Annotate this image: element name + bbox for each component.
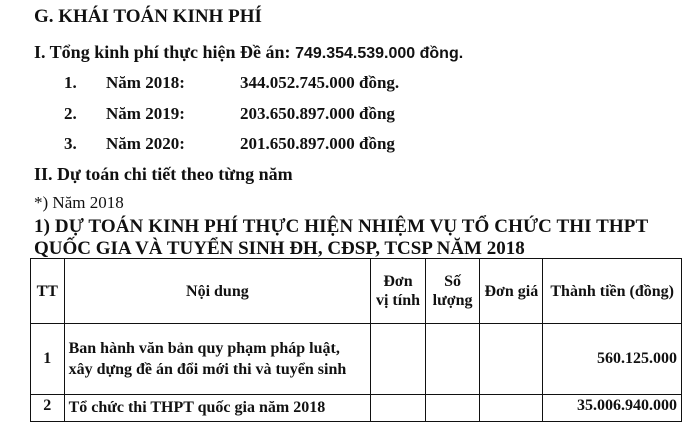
- cell-noi-dung: Tổ chức thi THPT quốc gia năm 2018: [64, 395, 371, 422]
- cell-thanh-tien: 560.125.000: [543, 324, 682, 395]
- table-title-line-1: 1) DỰ TOÁN KINH PHÍ THỰC HIỆN NHIỆM VỤ TỔ CHỨC THI THPT: [34, 216, 649, 237]
- budget-table: [30, 258, 682, 422]
- year-marker: *) Năm 2018: [34, 193, 124, 212]
- year-item-label: Năm 2020:: [106, 134, 185, 153]
- cell-thanh-tien: 35.006.940.000: [543, 395, 682, 422]
- table-header-row: [31, 259, 682, 324]
- cell-tt: 1: [31, 324, 65, 395]
- header-noi-dung: Nội dung: [64, 259, 371, 324]
- cell-so-luong: [425, 395, 480, 422]
- cell-tt: 2: [31, 395, 65, 422]
- total-budget-amount: 749.354.539.000 đồng.: [295, 45, 464, 62]
- header-thanh-tien: Thành tiền (đồng): [543, 259, 682, 324]
- year-item-value: 203.650.897.000 đồng: [240, 104, 395, 123]
- header-don-gia: Đơn giá: [480, 259, 543, 324]
- year-budget-item: [64, 134, 564, 156]
- table-row: [31, 395, 682, 422]
- table-title-line-2: QUỐC GIA VÀ TUYỂN SINH ĐH, CĐSP, TCSP NĂM 2018: [34, 238, 525, 259]
- cell-don-vi: [371, 324, 426, 395]
- year-item-label: Năm 2018:: [106, 73, 185, 92]
- cell-don-gia: [480, 324, 543, 395]
- section-heading: G. KHÁI TOÁN KINH PHÍ: [34, 6, 262, 27]
- section-2-heading: II. Dự toán chi tiết theo từng năm: [34, 164, 293, 184]
- year-item-label: Năm 2019:: [106, 104, 185, 123]
- cell-so-luong: [425, 324, 480, 395]
- table-row: [31, 324, 682, 395]
- year-item-number: 1.: [64, 73, 77, 92]
- cell-don-gia: [480, 395, 543, 422]
- year-budget-item: [64, 73, 564, 95]
- cell-don-vi: [371, 395, 426, 422]
- header-so-luong: Số lượng: [425, 259, 480, 324]
- total-budget-line: [34, 42, 463, 63]
- year-item-number: 3.: [64, 134, 77, 153]
- header-don-vi-tinh: Đơn vị tính: [371, 259, 426, 324]
- year-item-value: 344.052.745.000 đồng.: [240, 73, 400, 92]
- header-tt: TT: [31, 259, 65, 324]
- cell-noi-dung: Ban hành văn bản quy phạm pháp luật, xây dựng đề án đổi mới thi và tuyển sinh: [64, 324, 371, 395]
- total-budget-label: I. Tổng kinh phí thực hiện Đề án:: [34, 42, 291, 62]
- year-budget-item: [64, 104, 564, 126]
- year-item-value: 201.650.897.000 đồng: [240, 134, 395, 153]
- year-item-number: 2.: [64, 104, 77, 123]
